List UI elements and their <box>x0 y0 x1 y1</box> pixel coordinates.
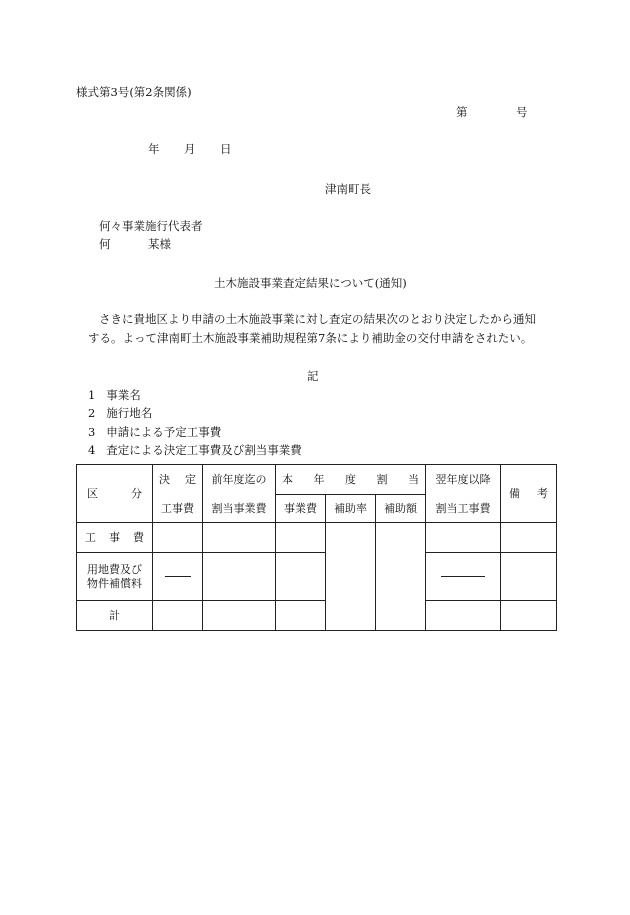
addressee-name-a: 何 <box>99 237 111 251</box>
cell-biko <box>501 553 557 601</box>
body-line1: さきに貴地区より申請の土木施設事業に対し査定の結果次のとおり決定したから通知 <box>99 312 536 326</box>
cell-zennendo <box>203 523 276 553</box>
header-hojogaku: 補助額 <box>376 495 426 523</box>
row-label-yochihi: 用地費及び 物件補償料 <box>77 553 153 601</box>
header-yokunendo-bottom: 割当工事費 <box>426 495 501 523</box>
header-biko: 備 考 <box>501 465 557 523</box>
header-yokunendo-top: 翌年度以降 <box>426 465 501 495</box>
cell-zennendo <box>203 601 276 631</box>
item-text: 査定による決定工事費及び割当事業費 <box>106 443 302 457</box>
row-label-kojihi: 工 事 費 <box>77 523 153 553</box>
row-label-total: 計 <box>77 601 153 631</box>
form-label: 様式第3号(第2条関係) <box>76 85 192 99</box>
header-jigyouhi: 事業費 <box>276 495 326 523</box>
item-text: 申請による予定工事費 <box>106 425 222 439</box>
cell-kettei-dash <box>153 553 203 601</box>
issuer: 津南町長 <box>325 182 371 196</box>
header-kettei-bottom: 工事費 <box>153 495 203 523</box>
cell-hojogaku-merged <box>376 523 426 631</box>
cell-kettei <box>153 601 203 631</box>
item-number: 2 <box>88 406 96 420</box>
header-hojoritsu: 補助率 <box>326 495 376 523</box>
header-zennendo-top: 前年度迄の <box>203 465 276 495</box>
body-line2: する。よって津南町土木施設事業補助規程第7条により補助金の交付申請をされたい。 <box>88 331 533 345</box>
cell-jigyouhi <box>276 523 326 553</box>
cell-zennendo <box>203 553 276 601</box>
item-text: 施行地名 <box>106 406 153 420</box>
addressee-name-b: 某様 <box>148 237 171 251</box>
cell-jigyouhi <box>276 601 326 631</box>
assessment-table <box>76 464 557 631</box>
item-number: 1 <box>88 388 96 402</box>
table-row <box>77 601 557 631</box>
cell-yokunendo <box>426 601 501 631</box>
document-title: 土木施設事業査定結果について(通知) <box>214 276 407 290</box>
cell-yokunendo-dash <box>426 553 501 601</box>
table-row <box>77 523 557 553</box>
item-number: 3 <box>88 425 96 439</box>
date-year: 年 <box>148 142 160 156</box>
item-text: 事業名 <box>106 388 141 402</box>
item-number: 4 <box>88 443 96 457</box>
item-3 <box>88 424 221 440</box>
header-kettei-top: 決 定 <box>153 465 203 495</box>
number-go: 号 <box>516 105 528 119</box>
header-kubun: 区 分 <box>77 465 153 523</box>
date-month: 月 <box>184 142 196 156</box>
header-honnendo: 本 年 度 割 当 <box>276 465 426 495</box>
table-row <box>77 553 557 601</box>
cell-biko <box>501 601 557 631</box>
item-2 <box>88 405 152 421</box>
date-day: 日 <box>220 142 232 156</box>
number-dai: 第 <box>456 105 468 119</box>
item-4 <box>88 442 302 458</box>
addressee-line1: 何々事業施行代表者 <box>99 219 203 233</box>
item-1 <box>88 387 141 403</box>
cell-kettei <box>153 523 203 553</box>
cell-hojoritsu-merged <box>326 523 376 631</box>
cell-biko <box>501 523 557 553</box>
cell-yokunendo <box>426 523 501 553</box>
header-zennendo-bottom: 割当事業費 <box>203 495 276 523</box>
ki-label: 記 <box>307 369 319 383</box>
cell-jigyouhi <box>276 553 326 601</box>
